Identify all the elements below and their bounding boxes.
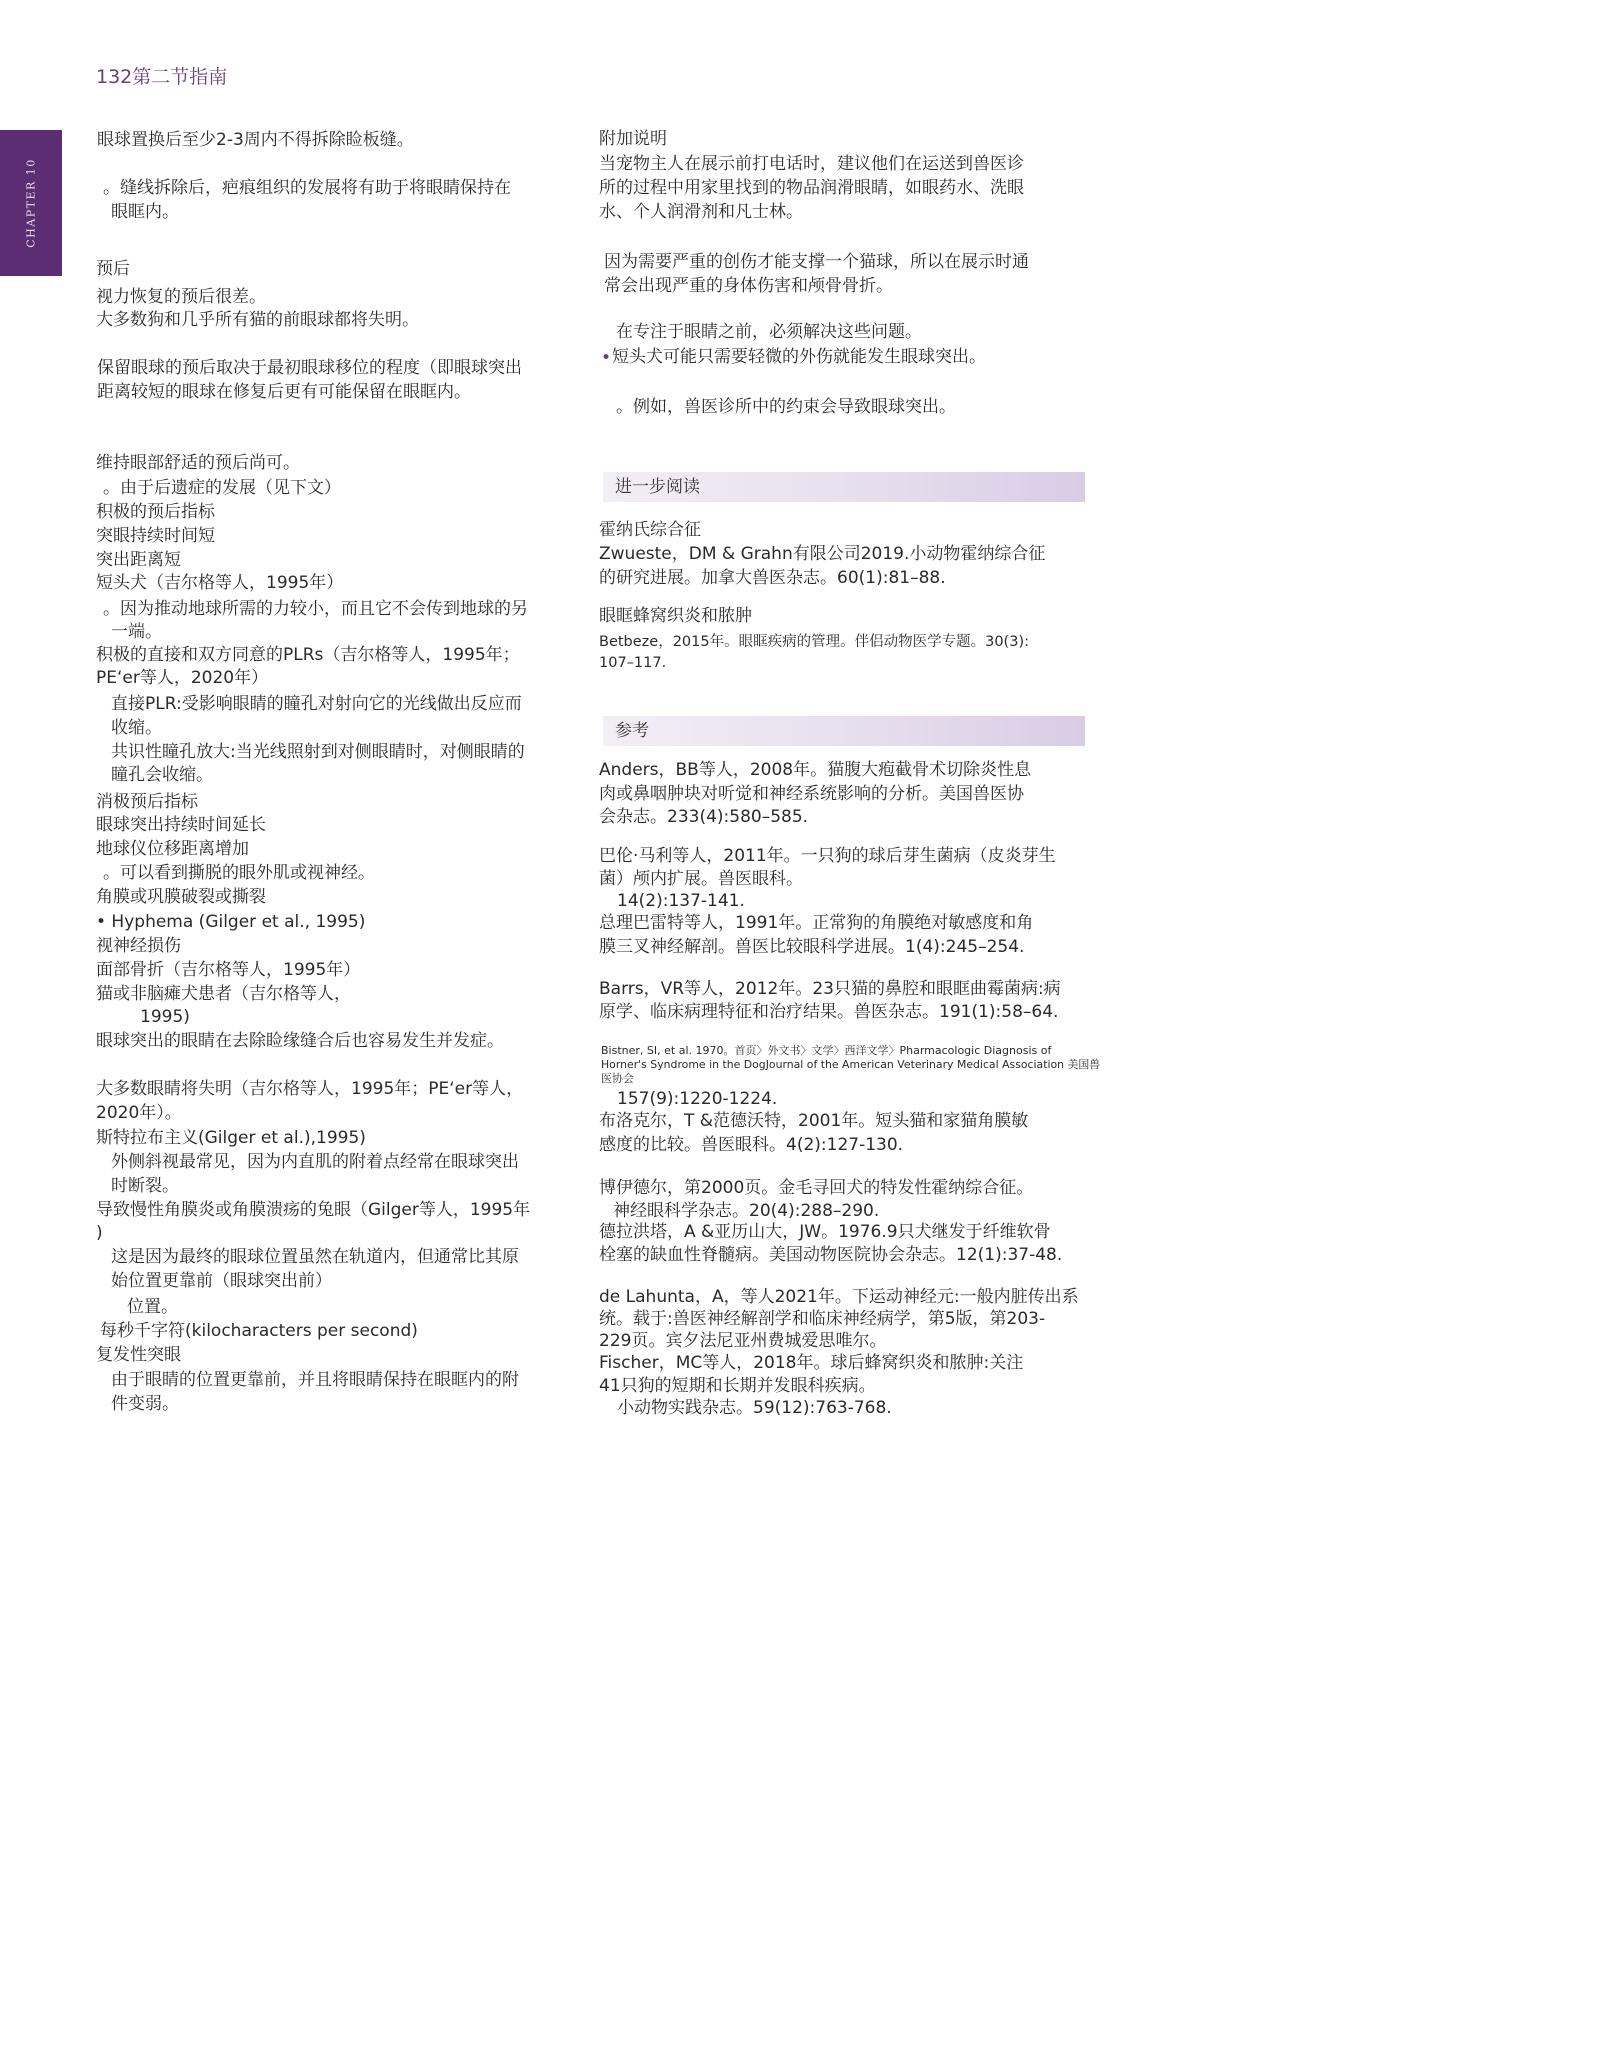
text-line: 短头犬（吉尔格等人，1995年） [96,573,344,593]
running-head: 132第二节指南 [96,66,228,88]
citation-line: 总理巴雷特等人，1991年。正常狗的角膜绝对敏感度和角 [599,913,1034,933]
text-line: 由于眼睛的位置更靠前，并且将眼睛保持在眼眶内的附 [111,1370,519,1390]
references-bar [603,716,1085,746]
text-line: ) [96,1223,103,1243]
citation-line: 菌）颅内扩展。兽医眼科。 [599,869,803,889]
text-line: 眼球置换后至少2-3周内不得拆除睑板缝。 [97,130,414,150]
text-line: 眼球突出持续时间延长 [96,815,266,835]
section-heading: 附加说明 [599,129,667,149]
citation-line: 229页。宾夕法尼亚州费城爱思唯尔。 [599,1331,887,1351]
citation-line: 德拉洪塔，A &亚历山大，JW。1976.9只犬继发于纤维软骨 [599,1222,1051,1242]
citation-line: 感度的比较。兽医眼科。4(2):127-130. [599,1135,904,1155]
text-line: 维持眼部舒适的预后尚可。 [96,453,300,473]
citation-line: 的研究进展。加拿大兽医杂志。60(1):81–88. [599,568,946,588]
citation-line: 膜三叉神经解剖。兽医比较眼科学进展。1(4):245–254. [599,937,1025,957]
text-line: 眼眶内。 [111,202,179,222]
text-line: 。缝线拆除后，疤痕组织的发展将有助于将眼睛保持在 [103,178,511,198]
text-line: 收缩。 [111,718,162,738]
citation-line: 统。载于:兽医神经解剖学和临床神经病学，第5版，第203- [599,1309,1046,1329]
citation-line: 41只狗的短期和长期并发眼科疾病。 [599,1376,876,1396]
text-line: • Hyphema (Gilger et al., 1995) [96,912,366,932]
text-line: 短头犬可能只需要轻微的外伤就能发生眼球突出。 [612,347,986,367]
text-line: 大多数狗和几乎所有猫的前眼球都将失明。 [96,310,419,330]
citation-line: 小动物实践杂志。59(12):763-768. [617,1398,892,1418]
text-line: 瞳孔会收缩。 [111,765,213,785]
citation-line: Betbeze，2015年。眼眶疾病的管理。伴侣动物医学专题。30(3): [599,634,1029,650]
text-line: 突眼持续时间短 [96,526,215,546]
text-line: 因为需要严重的创伤才能支撑一个猫球，所以在展示时通 [604,252,1029,272]
citation-line: Fischer，MC等人，2018年。球后蜂窝织炎和脓肿:关注 [599,1353,1024,1373]
citation-line: 医协会 [601,1072,634,1085]
citation-line: 会杂志。233(4):580–585. [599,807,809,827]
citation-line: 布洛克尔，T &范德沃特，2001年。短头猫和家猫角膜敏 [599,1111,1029,1131]
citation-line: Bistner, SI, et al. 1970。首页〉外文书〉文学〉西洋文学〉Pharmacologic Diagnosis of [601,1044,1052,1057]
citation-line: de Lahunta，A，等人2021年。下运动神经元:一般内脏传出系 [599,1287,1079,1307]
citation-line: Anders，BB等人，2008年。猫腹大疱截骨术切除炎性息 [599,760,1032,780]
text-line: 始位置更靠前（眼球突出前） [111,1271,332,1291]
citation-line: 14(2):137-141. [617,891,745,911]
text-line: 视力恢复的预后很差。 [96,287,266,307]
text-line: 消极预后指标 [96,792,198,812]
text-line: 积极的直接和双方同意的PLRs（吉尔格等人，1995年； [96,645,520,665]
references-heading: 参考 [615,721,649,741]
citation-line: 博伊德尔，第2000页。金毛寻回犬的特发性霍纳综合征。 [599,1178,1034,1198]
text-line: 当宠物主人在展示前打电话时，建议他们在运送到兽医诊 [599,154,1024,174]
text-line: 面部骨折（吉尔格等人，1995年） [96,960,361,980]
citation-line: Barrs，VR等人，2012年。23只猫的鼻腔和眼眶曲霉菌病:病 [599,979,1061,999]
further-reading-heading: 进一步阅读 [615,477,700,497]
text-line: 一端。 [111,622,162,642]
citation-line: Zwueste，DM & Grahn有限公司2019.小动物霍纳综合征 [599,544,1046,564]
text-line: 位置。 [127,1297,178,1317]
subheading: 眼眶蜂窝织炎和脓肿 [599,606,752,626]
text-line: 1995) [140,1007,190,1027]
citation-line: 栓塞的缺血性脊髓病。美国动物医院协会杂志。12(1):37-48. [599,1245,1063,1265]
text-line: 。由于后遗症的发展（见下文） [103,478,341,498]
subheading: 霍纳氏综合征 [599,520,701,540]
text-line: 在专注于眼睛之前，必须解决这些问题。 [616,322,922,342]
text-line: 大多数眼睛将失明（吉尔格等人，1995年；PE‘er等人， [96,1079,524,1099]
chapter-tab-label: CHAPTER 10 [24,158,38,248]
further-reading-bar [603,472,1085,502]
text-line: 积极的预后指标 [96,502,215,522]
text-line: 时断裂。 [111,1176,179,1196]
text-line: PE‘er等人，2020年） [96,668,269,688]
text-line: 导致慢性角膜炎或角膜溃疡的兔眼（Gilger等人，1995年 [96,1200,531,1220]
text-line: 。例如，兽医诊所中的约束会导致眼球突出。 [616,397,956,417]
text-line: 复发性突眼 [96,1345,181,1365]
text-line: 共识性瞳孔放大:当光线照射到对侧眼睛时，对侧眼睛的 [111,742,525,762]
text-line: 斯特拉布主义(Gilger et al.),1995) [96,1128,366,1148]
text-line: 角膜或巩膜破裂或撕裂 [96,887,266,907]
citation-line: 肉或鼻咽肿块对听觉和神经系统影响的分析。美国兽医协 [599,784,1024,804]
text-line: 。因为推动地球所需的力较小，而且它不会传到地球的另 [103,599,528,619]
bullet-icon: • [601,348,612,368]
citation-line: 157(9):1220-1224. [617,1089,778,1109]
text-line: 件变弱。 [111,1394,179,1414]
text-line: 突出距离短 [96,550,181,570]
text-line: 这是因为最终的眼球位置虽然在轨道内，但通常比其原 [111,1247,519,1267]
text-line: 每秒千字符(kilocharacters per second) [100,1321,418,1341]
citation-line: 巴伦·马利等人，2011年。一只狗的球后芽生菌病（皮炎芽生 [599,846,1056,866]
text-line: 距离较短的眼球在修复后更有可能保留在眼眶内。 [97,382,471,402]
text-line: 外侧斜视最常见，因为内直肌的附着点经常在眼球突出 [111,1152,519,1172]
section-heading: 预后 [96,259,130,279]
text-line: 2020年）。 [96,1103,182,1123]
citation-line: Horner's Syndrome in the DogJournal of the American Veterinary Medical Association 美国兽 [601,1058,1101,1071]
text-line: 猫或非脑瘫犬患者（吉尔格等人， [96,984,351,1004]
text-line: 地球仪位移距离增加 [96,839,249,859]
citation-line: 原学、临床病理特征和治疗结果。兽医杂志。191(1):58–64. [599,1002,1059,1022]
text-line: 所的过程中用家里找到的物品润滑眼睛，如眼药水、洗眼 [599,178,1024,198]
citation-line: 107–117. [599,655,667,671]
text-line: 保留眼球的预后取决于最初眼球移位的程度（即眼球突出 [97,358,522,378]
text-line: 眼球突出的眼睛在去除睑缘缝合后也容易发生并发症。 [96,1031,504,1051]
text-line: 常会出现严重的身体伤害和颅骨骨折。 [604,276,893,296]
text-line: 。可以看到撕脱的眼外肌或视神经。 [103,863,375,883]
text-line: 视神经损伤 [96,936,181,956]
text-line: 直接PLR:受影响眼睛的瞳孔对射向它的光线做出反应而 [111,694,522,714]
citation-line: 神经眼科学杂志。20(4):288–290. [613,1201,880,1221]
text-line: 水、个人润滑剂和凡士林。 [599,202,803,222]
